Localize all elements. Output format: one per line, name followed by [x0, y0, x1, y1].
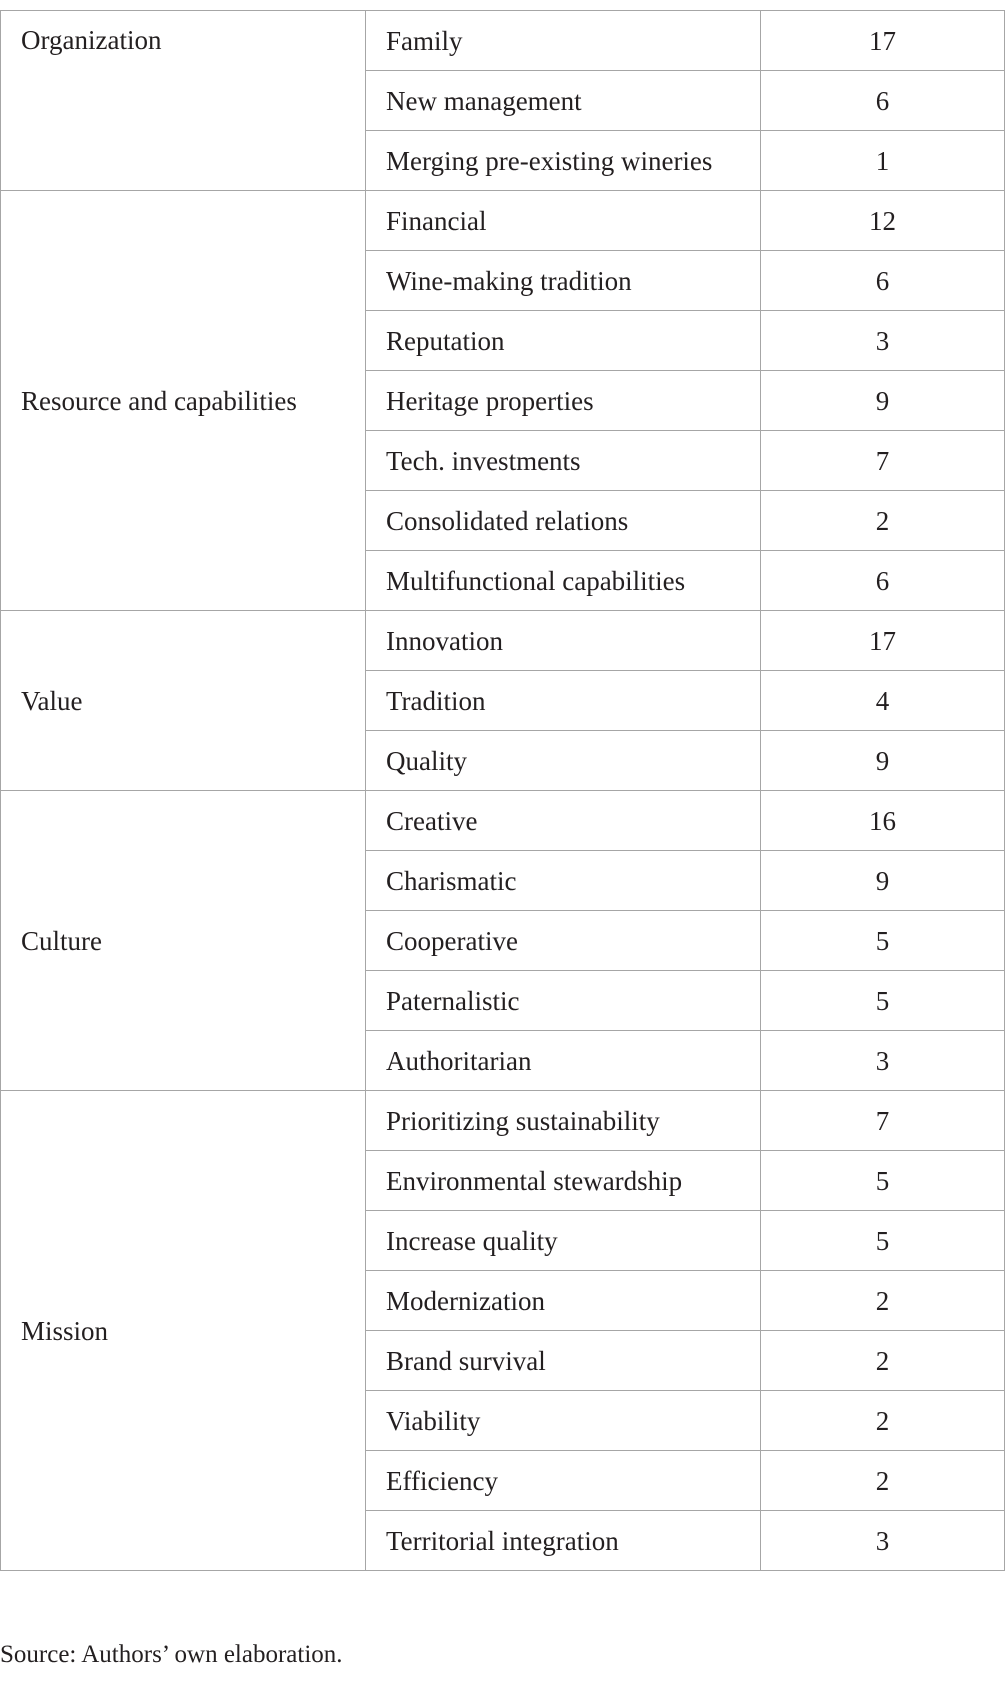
- count-cell: 3: [761, 1511, 1005, 1571]
- count-cell: 3: [761, 311, 1005, 371]
- count-cell: 3: [761, 1031, 1005, 1091]
- count-cell: 9: [761, 371, 1005, 431]
- table-row: [1, 1091, 1005, 1151]
- subcategory-cell: Paternalistic: [366, 971, 761, 1031]
- count-cell: 16: [761, 791, 1005, 851]
- subcategory-cell: Financial: [366, 191, 761, 251]
- subcategory-cell: Innovation: [366, 611, 761, 671]
- data-table: [0, 10, 1005, 1571]
- count-cell: 6: [761, 251, 1005, 311]
- count-cell: 6: [761, 71, 1005, 131]
- count-cell: 9: [761, 731, 1005, 791]
- count-cell: 17: [761, 611, 1005, 671]
- count-cell: 2: [761, 1451, 1005, 1511]
- category-cell: Value: [1, 611, 366, 791]
- subcategory-cell: Multifunctional capabilities: [366, 551, 761, 611]
- subcategory-cell: New management: [366, 71, 761, 131]
- count-cell: 5: [761, 911, 1005, 971]
- subcategory-cell: Territorial integration: [366, 1511, 761, 1571]
- count-cell: 2: [761, 491, 1005, 551]
- count-cell: 12: [761, 191, 1005, 251]
- subcategory-cell: Quality: [366, 731, 761, 791]
- table-row: [1, 11, 1005, 71]
- count-cell: 6: [761, 551, 1005, 611]
- count-cell: 4: [761, 671, 1005, 731]
- subcategory-cell: Brand survival: [366, 1331, 761, 1391]
- subcategory-cell: Creative: [366, 791, 761, 851]
- count-cell: 2: [761, 1271, 1005, 1331]
- subcategory-cell: Authoritarian: [366, 1031, 761, 1091]
- subcategory-cell: Heritage properties: [366, 371, 761, 431]
- table-body: [1, 11, 1005, 1571]
- subcategory-cell: Tech. investments: [366, 431, 761, 491]
- count-cell: 2: [761, 1391, 1005, 1451]
- count-cell: 7: [761, 431, 1005, 491]
- table-row: [1, 191, 1005, 251]
- count-cell: 5: [761, 1151, 1005, 1211]
- subcategory-cell: Reputation: [366, 311, 761, 371]
- count-cell: 7: [761, 1091, 1005, 1151]
- category-cell: Culture: [1, 791, 366, 1091]
- source-note: Source: Authors’ own elaboration.: [0, 1641, 343, 1668]
- count-cell: 5: [761, 971, 1005, 1031]
- subcategory-cell: Wine-making tradition: [366, 251, 761, 311]
- subcategory-cell: Merging pre-existing wineries: [366, 131, 761, 191]
- subcategory-cell: Prioritizing sustainability: [366, 1091, 761, 1151]
- count-cell: 5: [761, 1211, 1005, 1271]
- subcategory-cell: Modernization: [366, 1271, 761, 1331]
- count-cell: 1: [761, 131, 1005, 191]
- subcategory-cell: Charismatic: [366, 851, 761, 911]
- table-row: [1, 791, 1005, 851]
- subcategory-cell: Tradition: [366, 671, 761, 731]
- category-cell: Organization: [1, 11, 366, 191]
- count-cell: 9: [761, 851, 1005, 911]
- subcategory-cell: Viability: [366, 1391, 761, 1451]
- category-cell: Resource and capabilities: [1, 191, 366, 611]
- category-cell: Mission: [1, 1091, 366, 1571]
- count-cell: 17: [761, 11, 1005, 71]
- subcategory-cell: Environmental stewardship: [366, 1151, 761, 1211]
- subcategory-cell: Increase quality: [366, 1211, 761, 1271]
- subcategory-cell: Cooperative: [366, 911, 761, 971]
- count-cell: 2: [761, 1331, 1005, 1391]
- subcategory-cell: Family: [366, 11, 761, 71]
- subcategory-cell: Consolidated relations: [366, 491, 761, 551]
- subcategory-cell: Efficiency: [366, 1451, 761, 1511]
- table-row: [1, 611, 1005, 671]
